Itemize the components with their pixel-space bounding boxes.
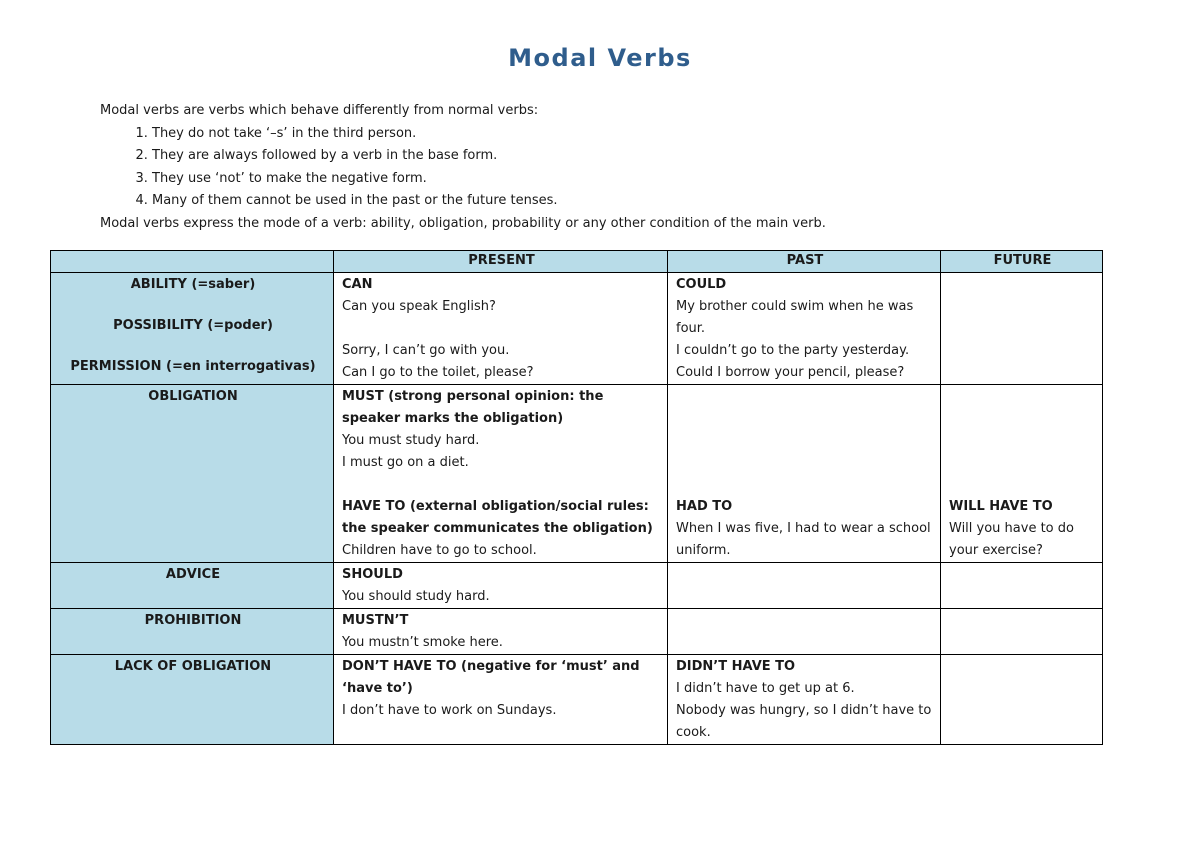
cell-future: [941, 655, 1103, 745]
cell-present: [334, 609, 668, 655]
category-obligation: OBLIGATION: [51, 385, 334, 563]
modal-verbs-table: [50, 250, 1103, 745]
example-sentence: You should study hard.: [342, 589, 490, 604]
row-advice: [51, 563, 1103, 609]
category-label: PERMISSION (=en interrogativas): [70, 359, 316, 374]
row-prohibition: [51, 609, 1103, 655]
category-label: POSSIBILITY (=poder): [113, 318, 273, 333]
header-blank: [51, 251, 334, 273]
rule-item: 4. Many of them cannot be used in the past or the future tenses.: [152, 190, 1100, 213]
modal-verb: CAN: [342, 277, 373, 292]
example-sentence: When I was five, I had to wear a school uniform.: [676, 521, 931, 558]
category-advice: ADVICE: [51, 563, 334, 609]
cell-past: [668, 609, 941, 655]
cell-present: [334, 273, 668, 385]
example-sentence: You must study hard.: [342, 433, 480, 448]
cell-past: [668, 655, 941, 745]
example-sentence: Can you speak English?: [342, 299, 496, 314]
page-title: Modal Verbs: [508, 44, 692, 72]
cell-future: [941, 563, 1103, 609]
header-present: PRESENT: [334, 251, 668, 273]
header-past: PAST: [668, 251, 941, 273]
example-sentence: Can I go to the toilet, please?: [342, 365, 534, 380]
header-row: [51, 251, 1103, 273]
rule-item: 3. They use ‘not’ to make the negative form.: [152, 168, 1100, 191]
cell-past: [668, 273, 941, 385]
intro-lead: Modal verbs are verbs which behave differently from normal verbs:: [100, 103, 539, 118]
cell-future: [941, 385, 1103, 563]
example-sentence: I couldn’t go to the party yesterday.: [676, 343, 910, 358]
rule-item: 2. They are always followed by a verb in the base form.: [152, 145, 1100, 168]
cell-present: [334, 563, 668, 609]
example-sentence: Could I borrow your pencil, please?: [676, 365, 905, 380]
intro-section: [100, 100, 1100, 235]
modal-verb: HAVE TO (external obligation/social rules: the speaker communicates the obligation): [342, 499, 653, 536]
intro-closing: Modal verbs express the mode of a verb: ability, obligation, probability or any other condition of the main verb.: [100, 215, 826, 231]
modal-verb: DON’T HAVE TO (negative for ‘must’ and ‘have to’): [342, 659, 640, 696]
category-prohibition: PROHIBITION: [51, 609, 334, 655]
cell-future: [941, 273, 1103, 385]
example-sentence: Sorry, I can’t go with you.: [342, 343, 510, 358]
rule-item: 1. They do not take ‘–s’ in the third person.: [152, 123, 1100, 146]
modal-verb: DIDN’T HAVE TO: [676, 659, 796, 674]
header-future: FUTURE: [941, 251, 1103, 273]
cell-present: [334, 385, 668, 563]
category-ability: [51, 273, 334, 385]
modal-verb: WILL HAVE TO: [949, 499, 1053, 514]
category-lack-of-obligation: LACK OF OBLIGATION: [51, 655, 334, 745]
example-sentence: Will you have to do your exercise?: [949, 521, 1074, 558]
row-obligation: [51, 385, 1103, 563]
modal-verb: SHOULD: [342, 567, 403, 582]
example-sentence: Children have to go to school.: [342, 543, 537, 558]
cell-present: [334, 655, 668, 745]
row-lack-of-obligation: [51, 655, 1103, 745]
example-sentence: You mustn’t smoke here.: [342, 635, 503, 650]
modal-verb: HAD TO: [676, 499, 733, 514]
cell-past: [668, 563, 941, 609]
modal-verb: COULD: [676, 277, 727, 292]
cell-past: [668, 385, 941, 563]
example-sentence: I must go on a diet.: [342, 455, 469, 470]
example-sentence: Nobody was hungry, so I didn’t have to cook.: [676, 703, 932, 740]
example-sentence: I don’t have to work on Sundays.: [342, 703, 557, 718]
example-sentence: I didn’t have to get up at 6.: [676, 681, 855, 696]
rules-list: [100, 123, 1100, 213]
example-sentence: My brother could swim when he was four.: [676, 299, 914, 336]
modal-verb: MUST (strong personal opinion: the speaker marks the obligation): [342, 389, 604, 426]
modal-verb: MUSTN’T: [342, 613, 409, 628]
cell-future: [941, 609, 1103, 655]
row-ability: [51, 273, 1103, 385]
category-label: ABILITY (=saber): [130, 277, 256, 292]
